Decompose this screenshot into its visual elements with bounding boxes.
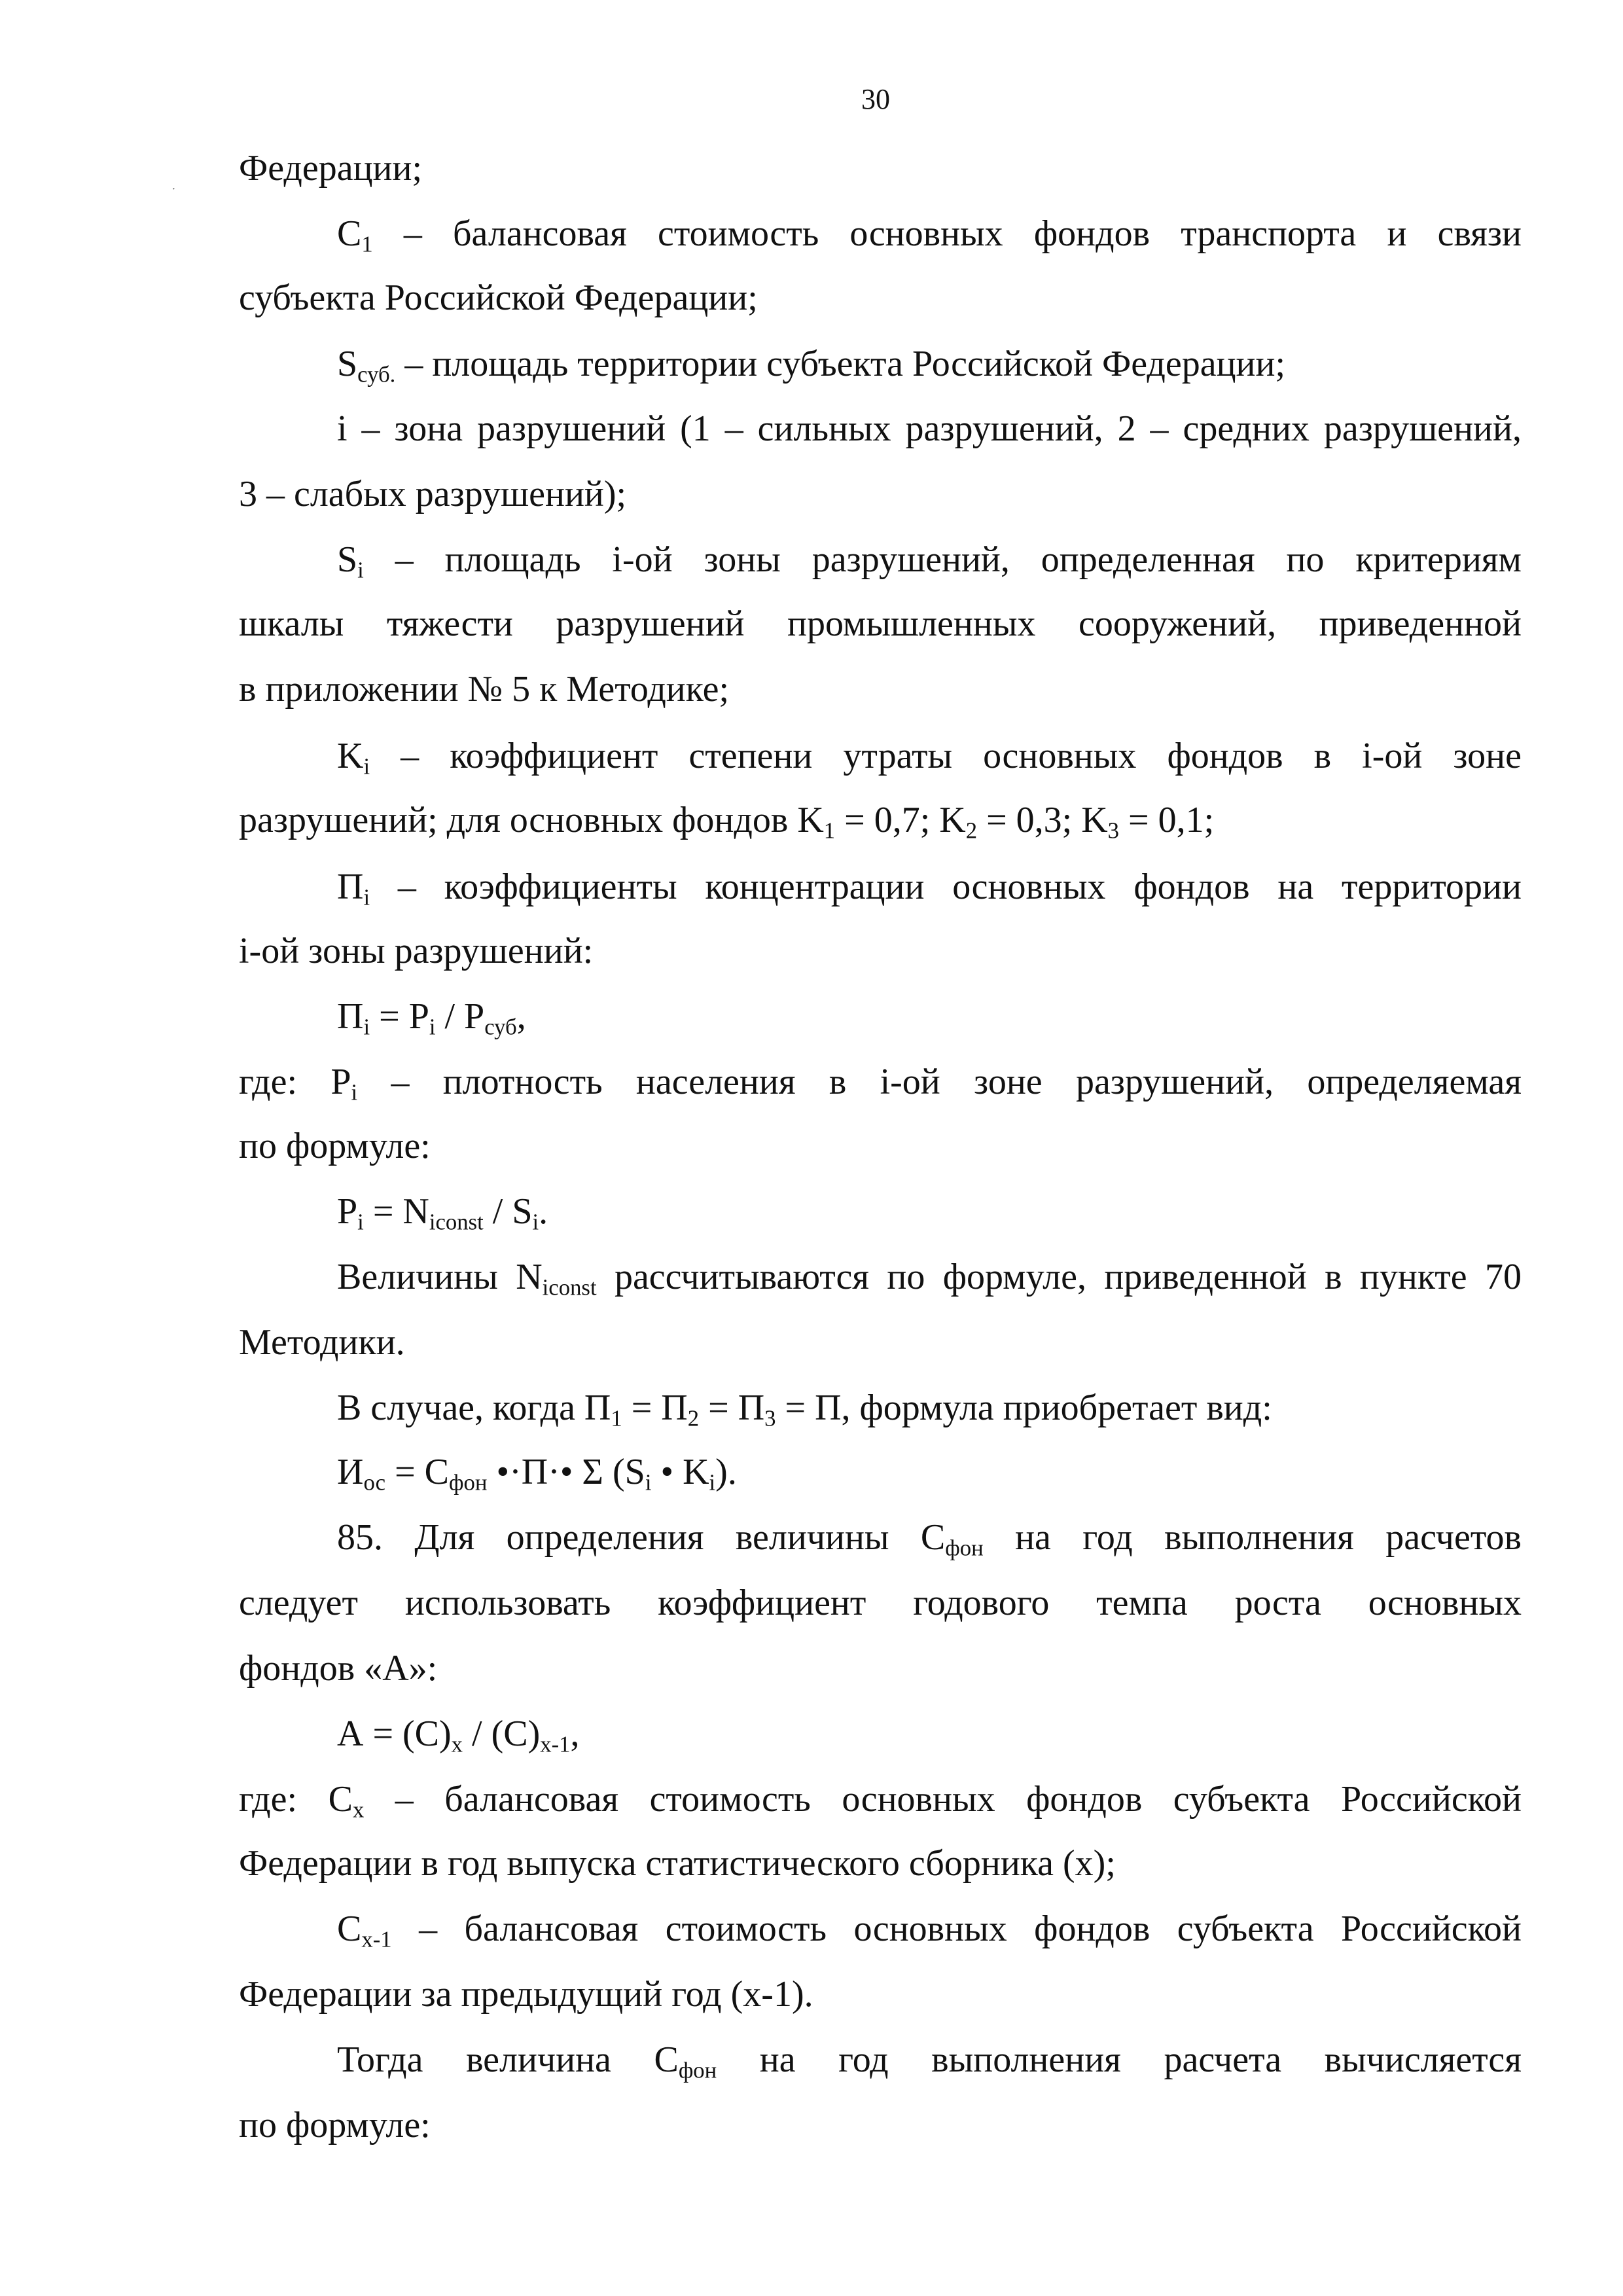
formula-a: $А = (С)_x / (С)_{x-1}$, (337, 1713, 580, 1757)
definition-cx: где: $С_x$ – балансовая стоимость основных фондов субъекта Российской (239, 1779, 1522, 1823)
formula-pi-density: $P_i = N_{iconst} / S_i$. (337, 1191, 548, 1235)
definition-pi: $П_i$ – коэффициенты концентрации основных фондов на территории (337, 867, 1522, 910)
text-line-18: Величины $N_{iconst}$ рассчитываются по формуле, приведенной в пункте 70 (337, 1257, 1522, 1300)
text-line-23: следует использовать коэффициент годового темпа роста основных (239, 1583, 1522, 1623)
text-line-27: Федерации в год выпуска статистического сборника (x); (239, 1843, 1116, 1884)
text-line-20: В случае, когда $П_1 = П_2 = П_3 = П$, формула приобретает вид: (337, 1388, 1272, 1431)
definition-cx-1: $С_{x-1}$ – балансовая стоимость основных фондов субъекта Российской (337, 1909, 1522, 1952)
text-line-11: разрушений; для основных фондов $K_1 = 0,7$; $K_2 = 0,3$; $K_3 = 0,1$; (239, 800, 1215, 844)
text-line-29: Федерации за предыдущий год (x-1). (239, 1974, 813, 2015)
text-line-31: по формуле: (239, 2105, 431, 2145)
definition-i: i – зона разрушений (1 – сильных разрушений, 2 – средних разрушений, (337, 408, 1522, 449)
definition-si: $S_i$ – площадь i-ой зоны разрушений, определенная по критериям (337, 539, 1522, 583)
text-line-16: по формуле: (239, 1126, 431, 1166)
text-line-30: Тогда величина $С_{фон}$ на год выполнения расчета вычисляется (337, 2039, 1522, 2083)
text-line-1: Федерации; (239, 148, 423, 188)
formula-ioc: $И_{ос} = С_{фон}$ •·П·• Σ ($S_i$ • $K_i$). (337, 1452, 737, 1496)
text-line-3: субъекта Российской Федерации; (239, 278, 758, 318)
paragraph-85: 85. Для определения величины $С_{фон}$ на год выполнения расчетов (337, 1517, 1522, 1561)
text-line-6: 3 – слабых разрушений); (239, 474, 627, 514)
formula-pi: $П_i = P_i / P_{суб}$, (337, 996, 526, 1040)
definition-s-sub: $S_{суб.}$ – площадь территории субъекта Российской Федерации; (337, 344, 1286, 387)
definition-pi-density: где: $P_i$ – плотность населения в i-ой зоне разрушений, определяемая (239, 1062, 1522, 1105)
text-line-8: шкалы тяжести разрушений промышленных сооружений, приведенной (239, 603, 1522, 644)
page-number: 30 (861, 83, 890, 115)
text-line-9: в приложении № 5 к Методике; (239, 669, 729, 709)
text-line-19: Методики. (239, 1322, 405, 1363)
definition-ki: $K_i$ – коэффициент степени утраты основных фондов в i-ой зоне (337, 736, 1522, 780)
definition-c1: $С_1$ – балансовая стоимость основных фондов транспорта и связи (337, 213, 1522, 257)
text-line-24: фондов «А»: (239, 1648, 438, 1689)
text-line-13: i-ой зоны разрушений: (239, 931, 594, 971)
stray-mark: · (171, 182, 176, 196)
